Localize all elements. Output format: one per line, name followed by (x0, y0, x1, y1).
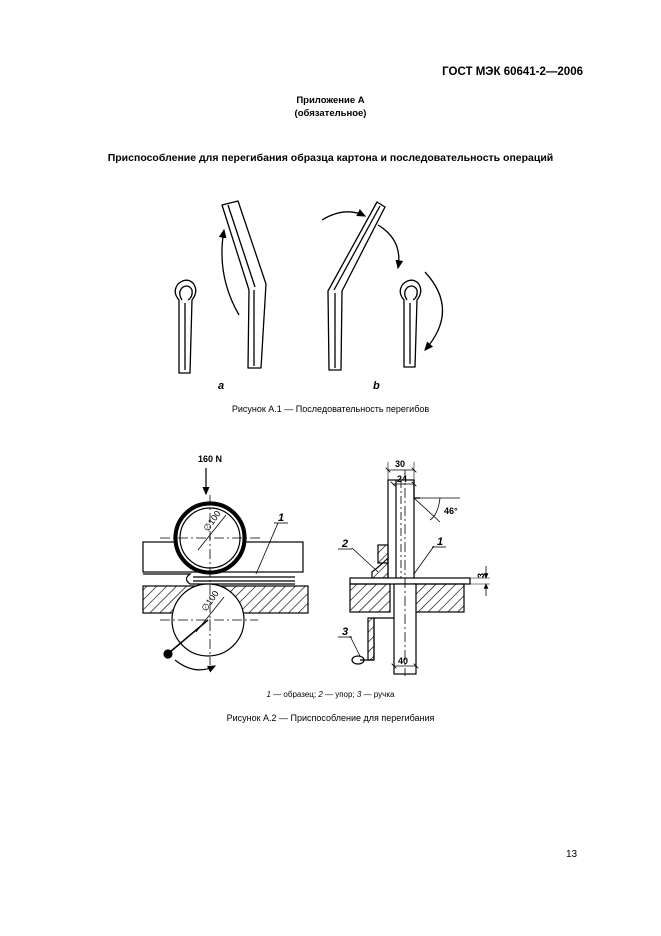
document-header: ГОСТ МЭК 60641-2—2006 (442, 66, 583, 78)
figure-a1-drawing (0, 190, 661, 400)
legend-text-1: — образец; (270, 690, 319, 699)
callout-3: 3 (342, 626, 349, 638)
callout-1-left: 1 (278, 512, 285, 524)
dim-30: 30 (395, 459, 406, 469)
bend-arrow-b-side (378, 225, 399, 268)
dim-angle: 46° (444, 506, 458, 516)
handle-right (360, 618, 394, 660)
strip-folded-loop-b (400, 280, 421, 367)
roller-top-diameter: ∅100 (201, 508, 223, 534)
bend-arrow-b-top (322, 212, 365, 220)
bend-arrow-b-return (425, 272, 443, 350)
legend-text-2: — упор; (322, 690, 357, 699)
figure-a1-label-b: b (373, 380, 380, 392)
sample-strip-left (143, 574, 295, 584)
roller-bending-device (143, 468, 308, 670)
legend-num-3: 3 (356, 690, 362, 699)
figure-a1-label-a: а (218, 380, 225, 392)
dim-24: 24 (397, 474, 408, 484)
dim-40: 40 (398, 656, 409, 666)
figure-a2-drawing (0, 445, 661, 685)
force-label: 160 N (198, 454, 223, 464)
strip-bent-a (222, 201, 266, 368)
roller-bottom-diameter: ∅100 (199, 588, 221, 614)
section-heading: Приспособление для перегибания образца картона и последовательность операций (107, 152, 554, 164)
legend-num-1: 1 (266, 690, 271, 699)
clamp-bending-device (350, 462, 490, 676)
figure-a2-legend (0, 690, 661, 699)
annex-title: Приложение А (296, 95, 365, 106)
legend-num-2: 2 (318, 690, 323, 699)
page-number: 13 (566, 849, 578, 860)
figure-a2-caption: Рисунок А.2 — Приспособление для перегибания (226, 713, 435, 723)
figure-a1-caption: Рисунок А.1 — Последовательность перегибов (231, 404, 430, 414)
annex-status: (обязательное) (294, 108, 367, 119)
strip-folded-loop-a (175, 280, 196, 373)
legend-text-3: — ручка (361, 690, 395, 699)
callout-1-right: 1 (437, 536, 444, 548)
strip-bent-b (328, 202, 385, 370)
dim-3: 3 (476, 572, 486, 578)
bend-arrow-a (222, 230, 239, 315)
callout-2: 2 (342, 538, 349, 550)
